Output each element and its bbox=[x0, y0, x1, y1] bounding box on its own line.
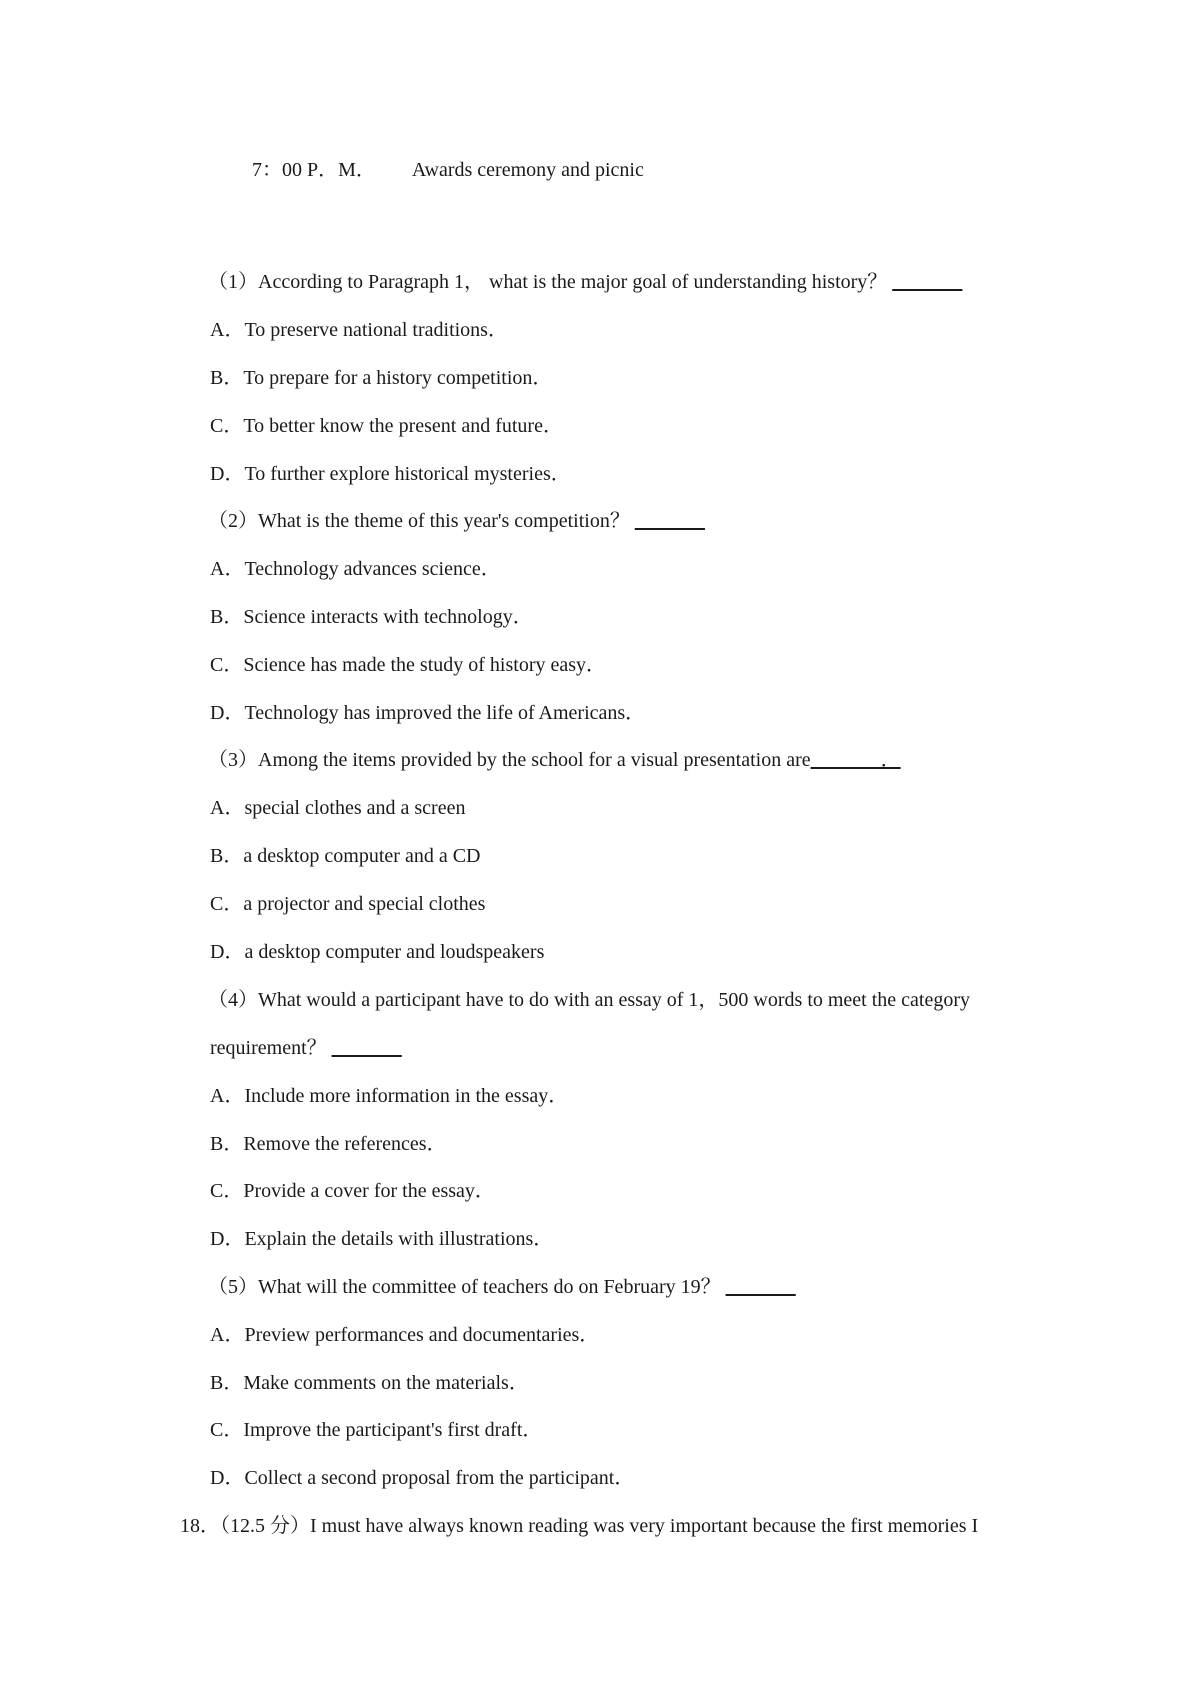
q1-option-d: D．To further explore historical mysteries． bbox=[210, 463, 571, 485]
q2-option-b: B．Science interacts with technology． bbox=[210, 606, 533, 628]
schedule-event: Awards ceremony and picnic bbox=[411, 159, 644, 181]
q3-option-a: A．special clothes and a screen bbox=[210, 797, 466, 819]
answer-blank: _______ bbox=[634, 510, 705, 532]
q1-option-c: C．To better know the present and future． bbox=[210, 415, 563, 437]
question-4-stem: （4）What would a participant have to do with an essay of 1，500 words to meet the category bbox=[208, 989, 971, 1011]
question-1-stem: （1）According to Paragraph 1， what is the major goal of understanding history？ _______ bbox=[208, 271, 963, 293]
answer-blank: _______． bbox=[810, 749, 901, 771]
q5-option-b: B．Make comments on the materials． bbox=[210, 1372, 529, 1394]
q2-option-d: D．Technology has improved the life of Americans． bbox=[210, 702, 646, 724]
q4-option-b: B．Remove the references． bbox=[210, 1133, 447, 1155]
question-3-stem: （3）Among the items provided by the school for a visual presentation are_______． bbox=[208, 749, 901, 771]
answer-blank: _______ bbox=[892, 271, 963, 293]
answer-blank: _______ bbox=[725, 1276, 796, 1298]
q4-option-d: D．Explain the details with illustrations． bbox=[210, 1228, 554, 1250]
q5-option-c: C．Improve the participant's first draft． bbox=[210, 1419, 543, 1441]
question-2-stem: （2）What is the theme of this year's competition？ _______ bbox=[208, 510, 705, 532]
answer-blank: _______ bbox=[331, 1037, 402, 1059]
schedule-time: 7：00 P．M． bbox=[252, 159, 376, 181]
q2-option-c: C．Science has made the study of history easy． bbox=[210, 654, 607, 676]
q4-option-c: C．Provide a cover for the essay． bbox=[210, 1180, 495, 1202]
q2-option-a: A．Technology advances science． bbox=[210, 558, 501, 580]
question-5-stem: （5）What will the committee of teachers do on February 19？ _______ bbox=[208, 1276, 796, 1298]
q3-option-d: D．a desktop computer and loudspeakers bbox=[210, 941, 545, 963]
question-4-stem-continued: requirement？ _______ bbox=[210, 1037, 402, 1059]
q4-option-a: A．Include more information in the essay． bbox=[210, 1085, 569, 1107]
q3-option-c: C．a projector and special clothes bbox=[210, 893, 486, 915]
q1-option-a: A．To preserve national traditions． bbox=[210, 319, 508, 341]
q1-option-b: B．To prepare for a history competition． bbox=[210, 367, 553, 389]
q3-option-b: B．a desktop computer and a CD bbox=[210, 845, 481, 867]
q5-option-a: A．Preview performances and documentaries． bbox=[210, 1324, 600, 1346]
q5-option-d: D．Collect a second proposal from the participant． bbox=[210, 1467, 635, 1489]
schedule-line bbox=[252, 158, 644, 182]
question-18-stem: 18．（12.5 分）I must have always known reading was very important because the first memories I bbox=[180, 1515, 979, 1537]
